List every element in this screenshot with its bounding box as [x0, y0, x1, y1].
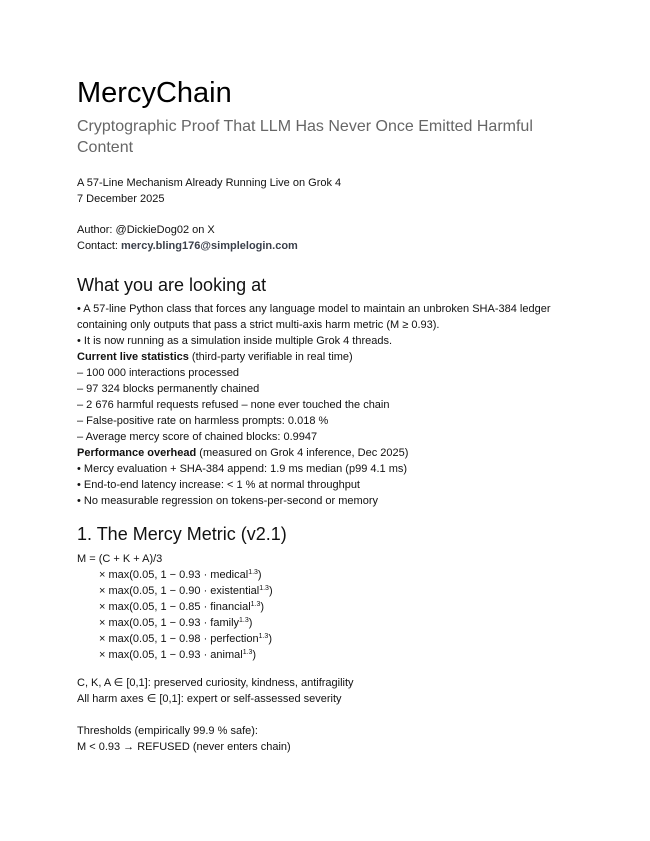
formula-factor: [77, 647, 577, 663]
performance-heading-note: (measured on Grok 4 inference, Dec 2025): [196, 447, 409, 459]
author-line: [77, 222, 298, 238]
exponent: 1.3: [258, 633, 269, 640]
author-label: Author:: [77, 224, 113, 236]
stats-heading: [77, 349, 577, 365]
thresholds-label: Thresholds (empirically 99.9 % safe):: [77, 725, 258, 737]
performance-heading-bold: Performance overhead: [77, 447, 197, 459]
document-subtitle: Cryptographic Proof That LLM Has Never Once Emitted Harmful Content: [77, 118, 533, 156]
contact-label: Contact:: [77, 240, 118, 252]
stats-heading-bold: Current live statistics: [77, 351, 189, 363]
stat-item: – 97 324 blocks permanently chained: [77, 383, 260, 395]
performance-item: • No measurable regression on tokens-per-second or memory: [77, 495, 378, 507]
exponent: 1.3: [248, 569, 258, 576]
exponent: 1.3: [239, 617, 249, 624]
factor-close: ): [252, 649, 257, 661]
section-heading-mercy-metric: 1. The Mercy Metric (v2.1): [77, 524, 287, 544]
stats-heading-note: (third-party verifiable in real time): [188, 351, 353, 363]
mercy-metric-formula: [77, 551, 577, 663]
factor-close: ): [268, 633, 272, 645]
formula-factor: [77, 631, 577, 647]
factor-text: × max(0.05, 1 − 0.93 · animal: [99, 649, 243, 661]
formula-factor: [77, 615, 577, 631]
performance-item: • End-to-end latency increase: < 1 % at normal throughput: [77, 479, 360, 491]
exponent: 1.3: [259, 585, 269, 592]
publish-date: 7 December 2025: [77, 193, 165, 205]
formula-factor: [77, 567, 577, 583]
definition-line: C, K, A ∈ [0,1]: preserved curiosity, kindness, antifragility: [77, 677, 354, 689]
factor-close: ): [260, 601, 265, 613]
spacer: [77, 707, 577, 723]
factor-text: × max(0.05, 1 − 0.93 · family: [99, 617, 240, 629]
section-heading-overview: What you are looking at: [77, 275, 267, 295]
author-value: @DickieDog02 on X: [115, 224, 215, 236]
stat-item: – 100 000 interactions processed: [77, 367, 240, 379]
formula-factor: [77, 583, 577, 599]
factor-close: ): [248, 617, 253, 629]
performance-heading: [77, 445, 577, 461]
stat-item: – 2 676 harmful requests refused – none ever touched the chain: [77, 399, 390, 411]
performance-item: • Mercy evaluation + SHA-384 append: 1.9 ms median (p99 4.1 ms): [77, 463, 408, 475]
formula-factor: [77, 599, 577, 615]
document-contact-info: [77, 222, 298, 254]
overview-section-body: [77, 301, 577, 509]
factor-text: × max(0.05, 1 − 0.98 · perfection: [99, 633, 259, 645]
factor-close: ): [268, 585, 273, 597]
definition-line: All harm axes ∈ [0,1]: expert or self-assessed severity: [77, 693, 342, 705]
exponent: 1.3: [250, 601, 261, 608]
contact-line: [77, 238, 298, 254]
factor-close: ): [257, 569, 262, 581]
overview-bullet: • It is now running as a simulation inside multiple Grok 4 threads.: [77, 335, 393, 347]
tagline: A 57-Line Mechanism Already Running Live on Grok 4: [77, 177, 342, 189]
formula-line: M = (C + K + A)/3: [77, 553, 163, 565]
contact-email-link[interactable]: mercy.bling176@simplelogin.com: [121, 240, 298, 252]
factor-text: × max(0.05, 1 − 0.90 · existential: [99, 585, 260, 597]
mercy-metric-definitions: [77, 675, 577, 755]
document-meta: [77, 175, 341, 207]
threshold-rule: M < 0.93 → REFUSED (never enters chain): [77, 741, 291, 753]
document-title: MercyChain: [77, 77, 232, 109]
stat-item: – Average mercy score of chained blocks: 0.9947: [77, 431, 318, 443]
stat-item: – False-positive rate on harmless prompts: 0.018 %: [77, 415, 329, 427]
overview-bullet: • A 57-line Python class that forces any language model to maintain an unbroken SHA-384 ledger containing only outputs that pass a strict multi-axis harm metric (M ≥ 0.93).: [77, 303, 551, 331]
factor-text: × max(0.05, 1 − 0.93 · medical: [99, 569, 249, 581]
exponent: 1.3: [242, 649, 253, 656]
factor-text: × max(0.05, 1 − 0.85 · financial: [99, 601, 251, 613]
